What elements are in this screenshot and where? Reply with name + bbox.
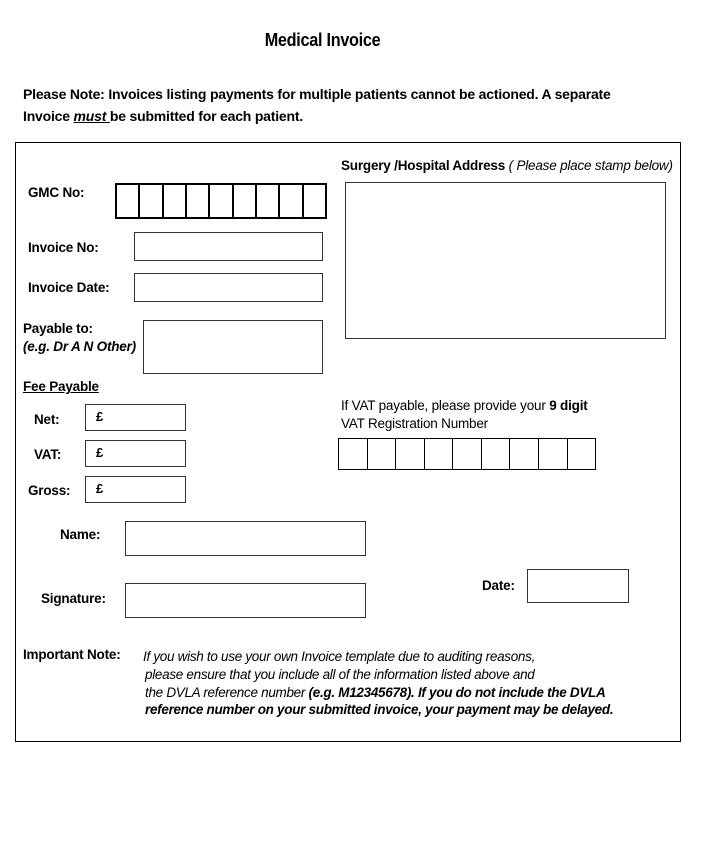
gmc-digit-cell[interactable]: [117, 183, 140, 219]
important-note-line3: [145, 684, 605, 702]
important-bold-text: (e.g. M12345678). If you do not include the DVLA: [308, 685, 606, 700]
important-text: please ensure that you include all of the information listed above and: [145, 667, 535, 682]
vat-reg-instruction-line2: VAT Registration Number: [341, 416, 488, 431]
vat-reg-9-digit: 9 digit: [549, 398, 588, 413]
vat-digit-cell[interactable]: [425, 438, 454, 470]
invoice-date-field[interactable]: [134, 273, 323, 302]
important-note-line2: [145, 666, 535, 684]
page-title: Medical Invoice: [264, 30, 381, 50]
vat-digit-cell[interactable]: [539, 438, 568, 470]
please-note-line2: [23, 108, 303, 124]
vat-amount-field[interactable]: [85, 440, 186, 467]
vat-digit-cell[interactable]: [339, 438, 368, 470]
vat-digit-cell[interactable]: [510, 438, 539, 470]
vat-registration-number-input[interactable]: [338, 438, 596, 470]
name-field[interactable]: [125, 521, 366, 556]
name-label: Name:: [60, 527, 101, 542]
please-note-line1: Please Note: Invoices listing payments for multiple patients cannot be actioned. A separate: [23, 86, 611, 102]
pound-symbol: £: [96, 409, 104, 424]
address-heading: [341, 158, 673, 173]
vat-digit-cell[interactable]: [368, 438, 397, 470]
address-hint: ( Please place stamp below): [505, 158, 673, 173]
invoice-date-label: Invoice Date:: [28, 280, 110, 295]
vat-digit-cell[interactable]: [482, 438, 511, 470]
vat-reg-text: If VAT payable, please provide your: [341, 398, 550, 413]
invoice-no-label: Invoice No:: [28, 240, 99, 255]
gmc-digit-cell[interactable]: [140, 183, 163, 219]
address-label: Surgery /Hospital Address: [341, 158, 506, 173]
pound-symbol: £: [96, 481, 104, 496]
gmc-digit-cell[interactable]: [164, 183, 187, 219]
gmc-digit-cell[interactable]: [257, 183, 280, 219]
signature-field[interactable]: [125, 583, 366, 618]
date-label: Date:: [482, 578, 515, 593]
important-text: If you wish to use your own Invoice template due to auditing reasons,: [143, 649, 536, 664]
gmc-digit-cell[interactable]: [187, 183, 210, 219]
note-text: Invoice: [23, 108, 74, 124]
vat-digit-cell[interactable]: [568, 438, 597, 470]
important-note-line1: [143, 648, 535, 666]
gmc-number-input[interactable]: [115, 183, 327, 219]
vat-digit-cell[interactable]: [453, 438, 482, 470]
note-emphasis-must: must: [73, 108, 110, 124]
fee-payable-heading: Fee Payable: [23, 379, 99, 394]
invoice-no-field[interactable]: [134, 232, 323, 261]
gmc-digit-cell[interactable]: [210, 183, 233, 219]
net-amount-field[interactable]: [85, 404, 186, 431]
important-note-line4: [145, 701, 613, 719]
date-field[interactable]: [527, 569, 629, 603]
gross-label: Gross:: [28, 483, 71, 498]
pound-symbol: £: [96, 445, 104, 460]
payable-to-hint: (e.g. Dr A N Other): [23, 339, 136, 354]
vat-reg-instruction-line1: [341, 397, 588, 415]
gmc-digit-cell[interactable]: [280, 183, 303, 219]
important-bold-text: reference number on your submitted invoice, your payment may be delayed.: [145, 702, 614, 717]
gross-amount-field[interactable]: [85, 476, 186, 503]
vat-label: VAT:: [34, 447, 62, 462]
gmc-label: GMC No:: [28, 185, 85, 200]
gmc-digit-cell[interactable]: [304, 183, 327, 219]
important-note-label: Important Note:: [23, 647, 121, 662]
payable-to-field[interactable]: [143, 320, 323, 374]
net-label: Net:: [34, 412, 60, 427]
important-text: the DVLA reference number: [145, 685, 309, 700]
note-text: be submitted for each patient.: [109, 108, 304, 124]
gmc-digit-cell[interactable]: [234, 183, 257, 219]
signature-label: Signature:: [41, 591, 106, 606]
address-stamp-box[interactable]: [345, 182, 666, 339]
payable-to-label: Payable to:: [23, 321, 93, 336]
vat-digit-cell[interactable]: [396, 438, 425, 470]
